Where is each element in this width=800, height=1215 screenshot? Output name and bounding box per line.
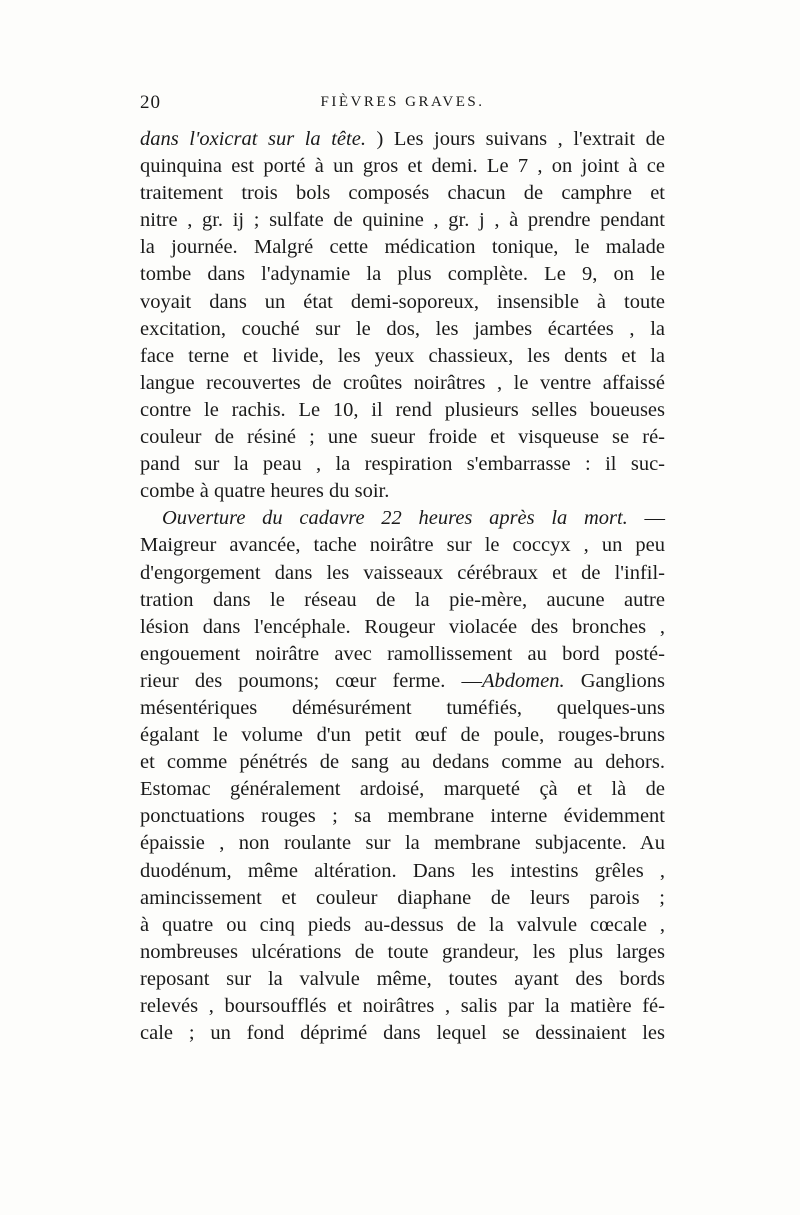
text-line: Maigreur avancée, tache noirâtre sur le coccyx , un peu <box>140 534 665 557</box>
text-line: ponctuations rouges ; sa membrane interne évidemment <box>140 805 665 828</box>
text-line: traitement trois bols composés chacun de camphre et <box>140 182 665 205</box>
body-text <box>140 126 665 1047</box>
text-line: mésentériques démésurément tuméfiés, quelques-uns <box>140 696 665 719</box>
text-line <box>140 126 665 153</box>
text-line: la journée. Malgré cette médication tonique, le malade <box>140 236 665 259</box>
text-line: Estomac généralement ardoisé, marqueté çà et là de <box>140 778 665 801</box>
text-line: égalant le volume d'un petit œuf de poule, rouges-bruns <box>140 724 665 747</box>
text-line: face terne et livide, les yeux chassieux, les dents et la <box>140 344 665 367</box>
text-line: épaissie , non roulante sur la membrane subjacente. Au <box>140 832 665 855</box>
text-line: quinquina est porté à un gros et demi. Le 7 , on joint à ce <box>140 155 665 178</box>
italic-text: dans l'oxicrat sur la tête. <box>140 128 366 150</box>
text-line: excitation, couché sur le dos, les jambes écartées , la <box>140 317 665 340</box>
text-line <box>140 668 665 695</box>
text-line: tombe dans l'adynamie la plus complète. Le 9, on le <box>140 263 665 286</box>
text-line: reposant sur la valvule même, toutes ayant des bords <box>140 967 665 990</box>
text-line <box>140 505 665 532</box>
running-title: FIÈVRES GRAVES. <box>320 94 485 110</box>
text-line: contre le rachis. Le 10, il rend plusieurs selles boueuses <box>140 398 665 421</box>
text-line: à quatre ou cinq pieds au-dessus de la valvule cœcale , <box>140 913 665 936</box>
text-line: relevés , boursoufflés et noirâtres , salis par la matière fé- <box>140 995 665 1017</box>
text-line: duodénum, même altération. Dans les intestins grêles , <box>140 859 665 882</box>
text-line: et comme pénétrés de sang au dedans comme au dehors. <box>140 751 665 774</box>
text-line: couleur de résiné ; une sueur froide et visqueuse se ré- <box>140 426 665 449</box>
italic-text: Ouverture du cadavre 22 heures après la mort. <box>162 507 628 530</box>
running-head <box>140 92 665 120</box>
text-line: engouement noirâtre avec ramollissement au bord posté- <box>140 642 665 665</box>
text-line: pand sur la peau , la respiration s'embarrasse : il suc- <box>140 453 665 476</box>
text-line: combe à quatre heures du soir. <box>140 480 390 503</box>
text-line: tration dans le réseau de la pie-mère, aucune autre <box>140 588 665 611</box>
italic-text: Abdomen. <box>482 669 565 692</box>
text-span: rieur des poumons; cœur ferme. — <box>140 669 483 692</box>
text-line: voyait dans un état demi-soporeux, insensible à toute <box>140 290 665 313</box>
text-line: cale ; un fond déprimé dans lequel se dessinaient les <box>140 1022 665 1045</box>
text-line: langue recouvertes de croûtes noirâtres , le ventre affaissé <box>140 371 665 394</box>
text-line: nitre , gr. ij ; sulfate de quinine , gr. j , à prendre pendant <box>140 209 665 232</box>
text-line: d'engorgement dans les vaisseaux cérébraux et de l'infil- <box>140 561 665 584</box>
text-span: ) Les jours suivans , l'extrait de <box>365 128 665 150</box>
text-span: Ganglions <box>564 669 665 692</box>
page-number: 20 <box>140 92 161 113</box>
text-line: lésion dans l'encéphale. Rougeur violacée des bronches , <box>140 615 665 638</box>
text-line: nombreuses ulcérations de toute grandeur, les plus larges <box>140 940 665 963</box>
text-span: — <box>627 507 665 530</box>
text-line: amincissement et couleur diaphane de leurs parois ; <box>140 886 665 909</box>
